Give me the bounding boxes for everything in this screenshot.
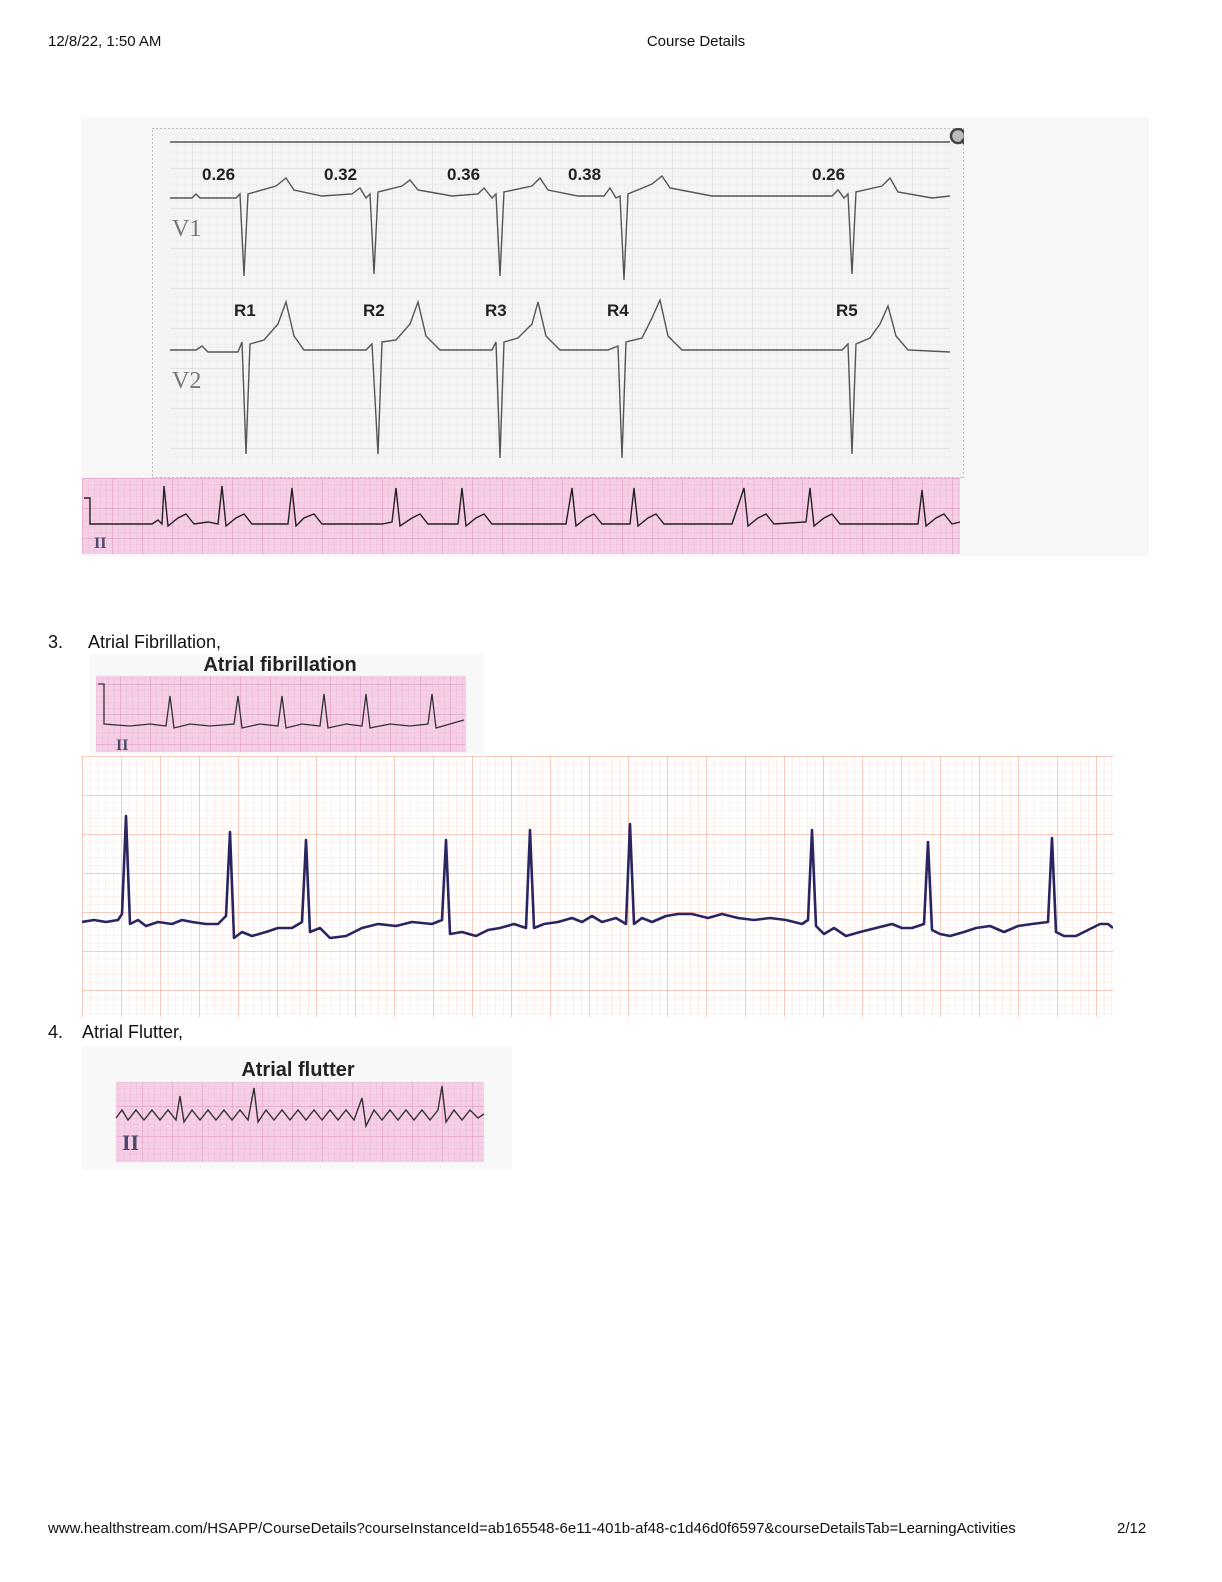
list-item-number: 3. [48,632,64,652]
strip-title: Atrial flutter [241,1059,355,1081]
list-item-text: Atrial Fibrillation, [88,632,222,652]
print-datetime: 12/8/22, 1:50 AM [48,33,162,50]
ecg-v1-v2-image [152,128,964,478]
interval-label: 0.32 [324,165,358,184]
lead-v2-label: V2 [172,368,202,394]
interval-label: 0.36 [447,165,481,184]
strip-lead-label: II [122,1130,140,1155]
page-header-title: Course Details [646,33,746,50]
afib-small-strip [90,654,484,754]
r-label: R4 [607,301,629,320]
r-label: R2 [363,301,385,320]
aflutter-strip [82,1046,512,1170]
ecg-lead-ii-strip [82,478,960,554]
strip-title: Atrial fibrillation [203,654,357,676]
lead-ii-label: II [94,535,107,552]
interval-label: 0.26 [812,165,846,184]
r-label: R1 [234,301,256,320]
interval-label: 0.38 [568,165,602,184]
list-item-number: 4. [48,1022,64,1042]
list-item-atrial-fibrillation [48,632,221,653]
strip-lead-label: II [116,737,129,754]
page-url: www.healthstream.com/HSAPP/CourseDetails?courseInstanceId=ab165548-6e11-401b-af48-c1d46d0f6597&courseDetailsTab=LearningActivities [48,1520,1016,1537]
r-label: R5 [836,301,858,320]
lead-v1-label: V1 [172,216,202,242]
afib-large-strip [82,756,1113,1017]
r-label: R3 [485,301,507,320]
list-item-text: Atrial Flutter, [82,1022,184,1042]
page-number: 2/12 [1117,1520,1147,1537]
list-item-atrial-flutter [48,1022,183,1043]
interval-label: 0.26 [202,165,236,184]
